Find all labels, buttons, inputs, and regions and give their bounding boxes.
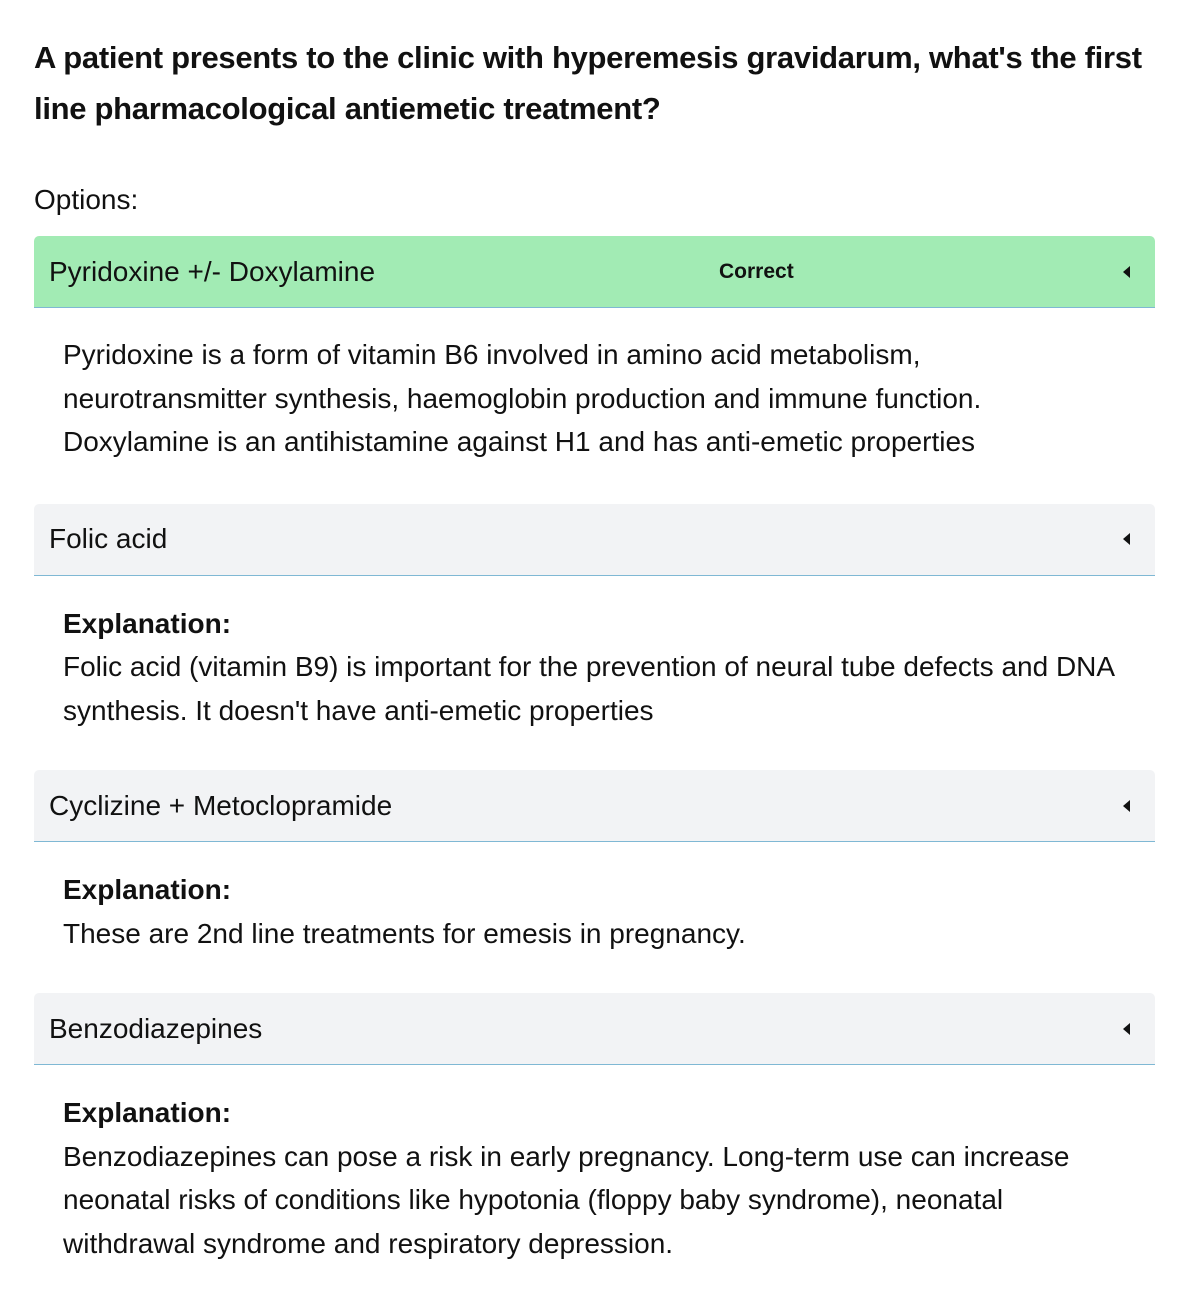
option-title: Pyridoxine +/- Doxylamine (49, 255, 376, 287)
option-item (34, 770, 1155, 993)
option-explanation (34, 1065, 1155, 1303)
option-explanation (34, 576, 1155, 771)
caret-left-icon[interactable] (1123, 800, 1130, 812)
option-header-cyclizine[interactable] (34, 770, 1155, 842)
question-part-1: A patient presents to the clinic with hyperemesis gravidarum, what's the (34, 40, 1085, 75)
question-text (34, 32, 1155, 134)
correct-badge: Correct (719, 259, 794, 283)
explanation-text: Folic acid (vitamin B9) is important for the prevention of neural tube defects and DNA synthesis. It doesn't have anti-emetic properties (63, 651, 1114, 726)
explanation-text: Pyridoxine is a form of vitamin B6 involved in amino acid metabolism, neurotransmitter synthesis, haemoglobin production and immune function. Doxylamine is an antihistamine against H1 and has anti-emetic properties (63, 339, 982, 457)
explanation-text: Benzodiazepines can pose a risk in early pregnancy. Long-term use can increase neonatal risks of conditions like hypotonia (floppy baby syndrome), neonatal withdrawal syndrome and respiratory depression. (63, 1140, 1070, 1259)
option-item (34, 236, 1155, 504)
option-header-pyridoxine[interactable] (34, 236, 1155, 308)
explanation-heading: Explanation: (63, 874, 232, 905)
option-item (34, 993, 1155, 1303)
option-item (34, 504, 1155, 771)
caret-left-icon[interactable] (1123, 266, 1130, 278)
explanation-text: These are 2nd line treatments for emesis in pregnancy. (63, 917, 746, 949)
option-header-folic-acid[interactable] (34, 504, 1155, 576)
question-part-2: antiemetic treatment? (336, 91, 661, 126)
option-title: Folic acid (49, 523, 168, 554)
options-label: Options: (34, 184, 139, 215)
explanation-heading: Explanation: (63, 1097, 232, 1128)
option-explanation (34, 308, 1155, 504)
caret-left-icon[interactable] (1123, 1023, 1130, 1035)
option-explanation (34, 842, 1155, 993)
option-title: Benzodiazepines (49, 1012, 263, 1044)
option-header-benzodiazepines[interactable] (34, 993, 1155, 1065)
explanation-heading: Explanation: (63, 607, 232, 639)
option-title: Cyclizine + Metoclopramide (49, 789, 393, 821)
question-emphasis: first line pharmacological (34, 40, 1142, 126)
caret-left-icon[interactable] (1123, 533, 1130, 545)
